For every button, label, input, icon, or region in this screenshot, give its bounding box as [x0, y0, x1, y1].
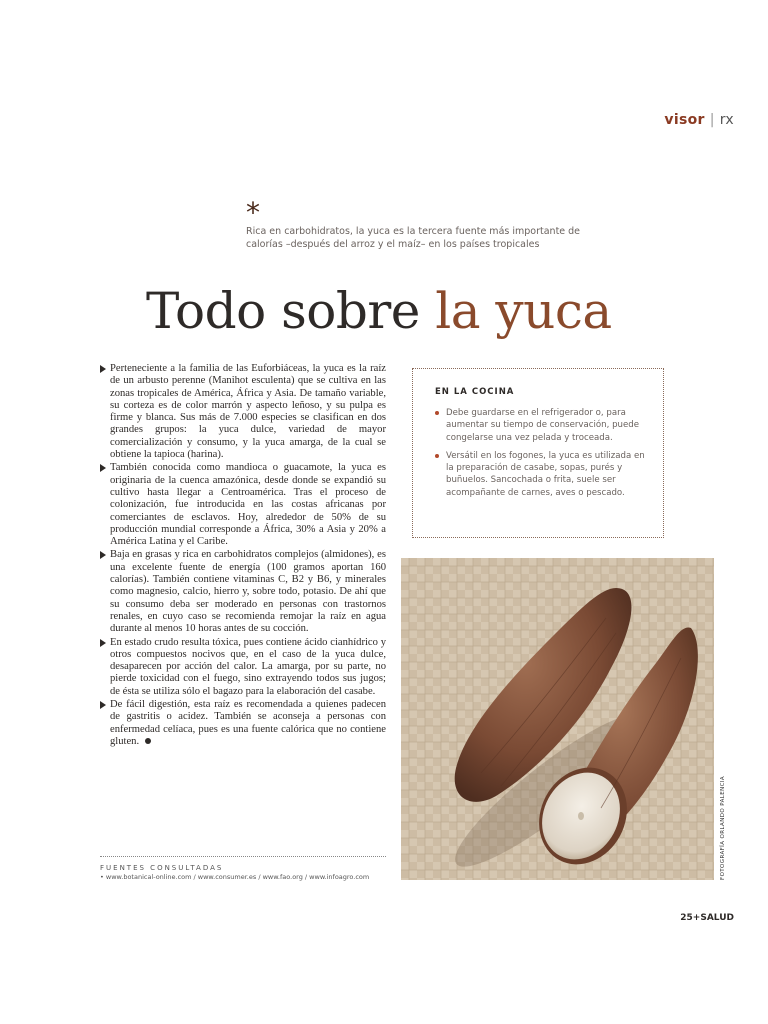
paragraph-4-text: En estado crudo resulta tóxica, pues contiene ácido cianhídrico y otros compuestos nocivos que, en el caso de la yuca dulce, desaparecen por acción del calor. La amarga, por su parte, no pierde toxicidad con el fuego, sino extrayendo todos sus jugos; de ésta se utiliza sólo el bagazo para la elaboración del casabe.	[110, 636, 386, 697]
yuca-photo	[401, 558, 714, 880]
section-label	[664, 112, 734, 128]
paragraph-3-text: Baja en grasas y rica en carbohidratos complejos (almidones), es una excelente fuente de energía (100 gramos aportan 160 calorías). También contiene vitaminas C, B2 y B6, y minerales como magnesio, calcio, hierro y, sobre todo, potasio. De ahí que su consumo deba ser moderado en personas con trastornos renales, en cuyo caso se recomienda remojar la raíz en agua durante al menos 10 horas antes de su cocción.	[110, 549, 386, 635]
sources-divider	[100, 856, 386, 857]
sidebar-title: EN LA COCINA	[435, 387, 515, 397]
sources-list: • www.botanical-online.com / www.consumer.es / www.fao.org / www.infoagro.com	[100, 873, 370, 881]
paragraph-5-text: De fácil digestión, esta raíz es recomendada a quienes padecen de gastritis o acidez. También se aconseja a personas con enfermedad celíaca, pues es una fuente calórica que no contiene gluten.	[110, 699, 386, 747]
triangle-bullet-icon	[100, 701, 106, 709]
end-mark-icon	[145, 738, 151, 744]
sidebar-item-text: Debe guardarse en el refrigerador o, para aumentar su tiempo de conservación, puede congelarse una vez pelada y troceada.	[446, 408, 639, 443]
section-separator: |	[709, 112, 715, 128]
page-title	[146, 282, 612, 340]
asterisk-symbol: *	[246, 196, 260, 229]
intro-text: Rica en carbohidratos, la yuca es la tercera fuente más importante de calorías –después del arroz y el maíz– en los países tropicales	[246, 226, 581, 250]
title-part-1: Todo sobre	[146, 282, 436, 340]
sidebar-item	[435, 450, 645, 499]
article-body	[100, 363, 386, 749]
paragraph-3	[100, 549, 386, 635]
triangle-bullet-icon	[100, 639, 106, 647]
yuca-illustration	[401, 558, 714, 880]
title-part-2: la yuca	[435, 282, 612, 340]
paragraph-1-text: Perteneciente a la familia de las Euforbiáceas, la yuca es la raíz de un arbusto perenne (Manihot esculenta) que se cultiva en las zonas tropicales de América, África y Asia. De tamaño variable, su corteza es de color marrón y aspecto leñoso, y su pulpa es firme y blanca. Sus más de 7.000 especies se clasifican en dos grandes grupos: la yuca dulce, variedad de mayor comercialización y consumo, y la yuca amarga, de la cual se obtiene la tapioca (harina).	[110, 363, 386, 461]
paragraph-1	[100, 363, 386, 461]
sidebar-item	[435, 407, 645, 444]
section-name: visor	[664, 112, 705, 128]
kitchen-sidebar	[412, 368, 664, 538]
triangle-bullet-icon	[100, 551, 106, 559]
page-folio: 25+SALUD	[680, 913, 734, 923]
paragraph-2	[100, 462, 386, 548]
subsection-name: rx	[719, 112, 734, 128]
paragraph-4	[100, 637, 386, 698]
triangle-bullet-icon	[100, 365, 106, 373]
bullet-icon	[435, 454, 439, 458]
paragraph-5	[100, 699, 386, 748]
sources-title: FUENTES CONSULTADAS	[100, 864, 224, 872]
sidebar-item-text: Versátil en los fogones, la yuca es utilizada en la preparación de casabe, sopas, purés y buñuelos. Sancochada o frita, suele ser acompañante de carnes, aves o pescado.	[446, 450, 645, 498]
sidebar-list	[435, 407, 645, 499]
paragraph-2-text: También conocida como mandioca o guacamote, la yuca es originaria de la cuenca amazónica, desde donde se expandió su cultivo hasta llegar a Centroamérica. Tras el proceso de colonización, fue introducida en las costas africanas por comerciantes de esclavos. Hoy, alrededor de 50% de su producción mundial corresponde a África, 30% a Asia y 20% a América Latina y el Caribe.	[110, 462, 386, 548]
photo-credit: FOTOGRAFÍA ORLANDO PALENCIA	[720, 775, 726, 880]
bullet-icon	[435, 411, 439, 415]
triangle-bullet-icon	[100, 464, 106, 472]
